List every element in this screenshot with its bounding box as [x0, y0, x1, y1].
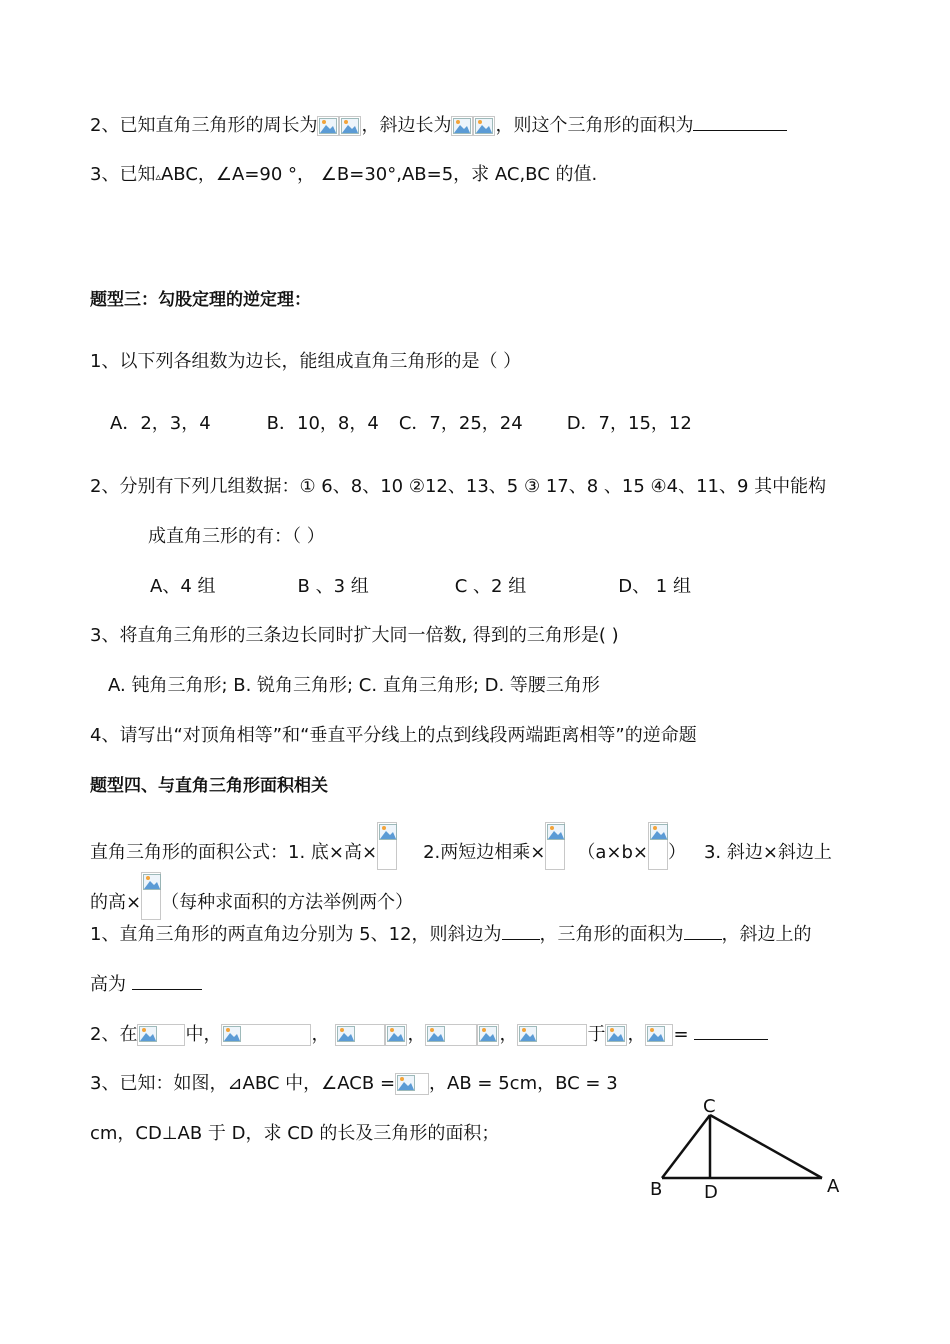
s4q3-part-1: 3、已知：如图，⊿ABC 中，∠ACB = [90, 1073, 396, 1094]
q2-mid: ，斜边长为 [361, 115, 452, 136]
s3-question-1: 1、以下列各组数为边长，能组成直角三角形的是（ ） [90, 351, 522, 372]
area-formula-line2 [90, 872, 413, 920]
label-c: C [703, 1096, 716, 1117]
broken-image-icon [317, 116, 339, 136]
separator: ， [627, 1024, 646, 1045]
answer-blank [693, 114, 787, 131]
q2-prefix: 2、已知直角三角形的周长为 [90, 115, 318, 136]
broken-image-icon [377, 822, 397, 870]
section-heading-3: 题型三：勾股定理的逆定理： [90, 290, 311, 310]
separator: ， [499, 1024, 518, 1045]
s4q1-part-4: 高为 [90, 974, 126, 995]
section-heading-4: 题型四、与直角三角形面积相关 [90, 776, 328, 796]
answer-blank [694, 1023, 768, 1040]
s3-question-4: 4、请写出“对顶角相等”和“垂直平分线上的点到线段两端距离相等”的逆命题 [90, 725, 697, 746]
broken-image-icon [425, 1024, 477, 1046]
broken-image-icon [137, 1024, 185, 1046]
s4q1-part-1: 1、直角三角形的两直角边分别为 5、12，则斜边为 [90, 924, 502, 945]
s3-question-3: 3、将直角三角形的三条边长同时扩大同一倍数, 得到的三角形是( ) [90, 625, 619, 646]
separator: ， [311, 1024, 330, 1045]
answer-blank [684, 923, 722, 940]
q2-suffix: ，则这个三角形的面积为 [495, 115, 694, 136]
s4-question-1-line1 [90, 922, 812, 948]
s4-question-3-line2: cm，CD⊥AB 于 D，求 CD 的长及三角形的面积； [90, 1123, 500, 1144]
option-c: C 、2 组 [454, 576, 527, 597]
s3-question-2-options [150, 574, 691, 600]
option-a: A、4 组 [150, 576, 216, 597]
separator: ， [407, 1024, 426, 1045]
broken-image-icon [605, 1024, 627, 1046]
broken-image-icon [517, 1024, 587, 1046]
broken-image-icon [141, 872, 161, 920]
answer-blank [502, 923, 540, 940]
s3-question-1-options [110, 411, 692, 437]
s4q2-part-2: 中， [185, 1024, 222, 1045]
s4q2-part-3: 于 [587, 1024, 606, 1045]
option-b: B．10，8，4 [266, 413, 379, 434]
s4-question-3-line1 [90, 1071, 618, 1097]
formula-part-3: （a×b× [577, 842, 648, 863]
answer-blank [132, 973, 202, 990]
broken-image-icon [545, 822, 565, 870]
s4q2-part-1: 2、在 [90, 1024, 138, 1045]
side-bc [662, 1115, 710, 1178]
broken-image-icon [385, 1024, 407, 1046]
q3-label: 3、已知 [90, 164, 156, 185]
side-ca [710, 1115, 822, 1178]
option-d: D、 1 组 [618, 576, 691, 597]
triangle-figure [640, 1095, 850, 1205]
broken-image-icon [477, 1024, 499, 1046]
label-b: B [650, 1179, 663, 1200]
s4-question-1-line2 [90, 972, 202, 998]
s3-question-3-options: A. 钝角三角形; B. 锐角三角形; C. 直角三角形; D. 等腰三角形 [108, 675, 600, 696]
triangle-symbol: ▵ [155, 170, 161, 183]
broken-image-icon [335, 1024, 385, 1046]
broken-image-icon [395, 1073, 429, 1095]
option-c: C．7，25，24 [398, 413, 523, 434]
s4-question-2 [90, 1022, 768, 1048]
formula-part-7: （每种求面积的方法举例两个） [161, 892, 414, 913]
formula-part-6: 的高× [90, 892, 142, 913]
s3-question-2-line1: 2、分别有下列几组数据：① 6、8、10 ②12、13、5 ③ 17、8 、15 ④4、11、9 其中能构 [90, 476, 827, 497]
broken-image-icon [451, 116, 473, 136]
option-b: B 、3 组 [297, 576, 369, 597]
label-a: A [827, 1176, 840, 1197]
broken-image-icon [645, 1024, 673, 1046]
broken-image-icon [221, 1024, 311, 1046]
formula-part-4: ） [667, 842, 686, 863]
option-d: D．7，15，12 [566, 413, 692, 434]
s4q3-part-2: ，AB = 5cm，BC = 3 [429, 1073, 618, 1094]
s3-question-2-line2: 成直角三形的有：（ ） [148, 526, 325, 547]
label-d: D [704, 1182, 718, 1203]
broken-image-icon [339, 116, 361, 136]
formula-part-5: 3. 斜边×斜边上 [703, 842, 832, 863]
formula-part-2: 2.两短边相乘× [423, 842, 546, 863]
s4q1-part-2: ，三角形的面积为 [539, 924, 684, 945]
broken-image-icon [473, 116, 495, 136]
s4q2-part-4: = [673, 1024, 689, 1045]
formula-part-1: 直角三角形的面积公式：1. 底×高× [90, 842, 378, 863]
q3-rest: ABC，∠A=90 °， ∠B=30°,AB=5，求 AC,BC 的值. [160, 164, 598, 185]
broken-image-icon [648, 822, 668, 870]
question-triangle-abc [90, 162, 597, 190]
option-a: A．2，3，4 [110, 413, 211, 434]
s4q1-part-3: ，斜边上的 [721, 924, 812, 945]
question-perimeter [90, 113, 787, 139]
area-formula-line1 [90, 822, 832, 870]
